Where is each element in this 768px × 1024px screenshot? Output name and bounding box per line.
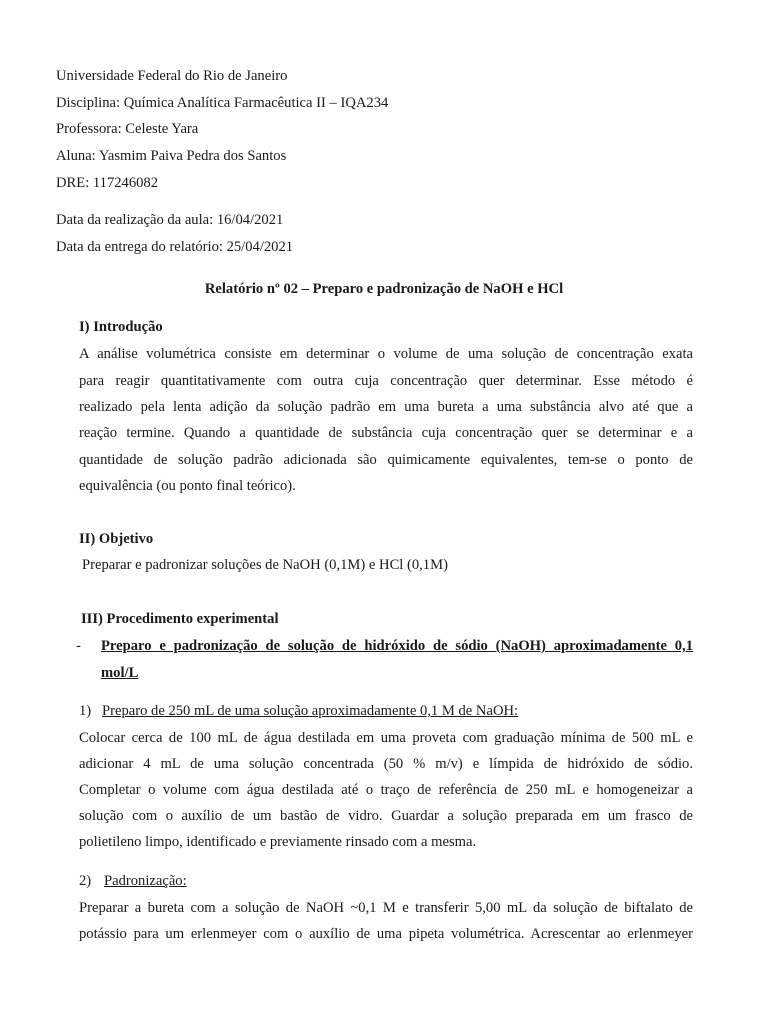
professor-line: Professora: Celeste Yara xyxy=(56,121,199,137)
intro-line: realizado pela lenta adição da solução padrão em uma bureta a uma substância alvo até que a xyxy=(79,399,693,415)
student-line: Aluna: Yasmim Paiva Pedra dos Santos xyxy=(56,148,287,164)
step1-line: adicionar 4 mL de uma solução concentrada (50 % m/v) e límpida de hidróxido de sódio. xyxy=(79,756,693,772)
step1-title: Preparo de 250 mL de uma solução aproximadamente 0,1 M de NaOH: xyxy=(102,703,519,719)
delivery-date-line: Data da entrega do relatório: 25/04/2021 xyxy=(56,239,294,255)
intro-line: reação termine. Quando a quantidade de substância cuja concentração quer se determinar e a xyxy=(79,425,693,441)
step1-line: polietileno limpo, identificado e previamente rinsado com a mesma. xyxy=(79,834,477,850)
discipline-line: Disciplina: Química Analítica Farmacêutica II – IQA234 xyxy=(56,95,389,111)
step1-line: Completar o volume com água destilada até o traço de referência de 250 mL e homogeneizar a xyxy=(79,782,693,798)
step-number: 1) xyxy=(79,703,92,719)
intro-line: para reagir quantitativamente com outra cuja concentração quer determinar. Esse método é xyxy=(79,373,693,389)
objective-text: Preparar e padronizar soluções de NaOH (0,1M) e HCl (0,1M) xyxy=(82,557,448,573)
report-title: Relatório nº 02 – Preparo e padronização de NaOH e HCl xyxy=(204,281,564,297)
bullet-title-line: mol/L xyxy=(101,665,139,681)
dre-line: DRE: 117246082 xyxy=(56,175,159,191)
bullet-title-line: Preparo e padronização de solução de hidróxido de sódio (NaOH) aproximadamente 0,1 xyxy=(101,638,693,654)
objective-heading: II) Objetivo xyxy=(79,531,154,547)
procedure-heading: III) Procedimento experimental xyxy=(81,611,279,627)
class-date-line: Data da realização da aula: 16/04/2021 xyxy=(56,212,284,228)
intro-heading: I) Introdução xyxy=(79,319,163,335)
step1-line: Colocar cerca de 100 mL de água destilada em uma proveta com graduação mínima de 500 mL e xyxy=(79,730,693,746)
step-number: 2) xyxy=(79,873,92,889)
step2-line: potássio para um erlenmeyer com o auxílio de uma pipeta volumétrica. Acrescentar ao erlenmeyer xyxy=(79,926,693,942)
intro-line: quantidade de solução padrão adicionada são quimicamente equivalentes, tem-se o ponto de xyxy=(79,452,693,468)
intro-line: equivalência (ou ponto final teórico). xyxy=(79,478,296,494)
step2-title: Padronização: xyxy=(104,873,187,889)
university-name: Universidade Federal do Rio de Janeiro xyxy=(56,68,288,84)
intro-line: A análise volumétrica consiste em determinar o volume de uma solução de concentração exata xyxy=(79,346,693,362)
bullet-dash: - xyxy=(76,638,81,654)
step1-line: solução com o auxílio de um bastão de vidro. Guardar a solução preparada em um frasco de xyxy=(79,808,693,824)
step2-line: Preparar a bureta com a solução de NaOH ~0,1 M e transferir 5,00 mL da solução de biftalato de xyxy=(79,900,693,916)
